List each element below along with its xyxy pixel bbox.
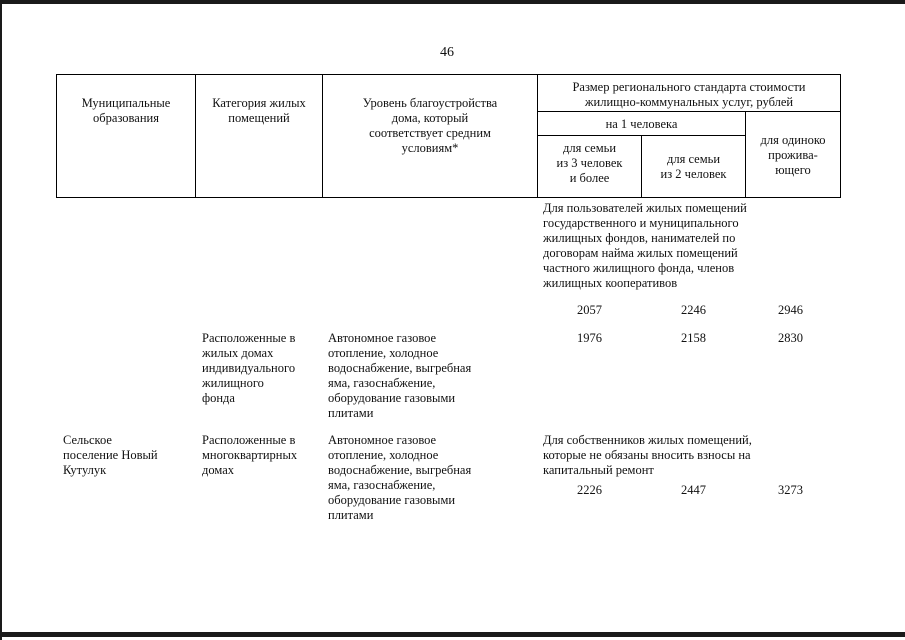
- row2-category: Расположенные в многоквартирных домах: [202, 433, 298, 477]
- header-municipalities: Муниципальные образования: [81, 96, 171, 125]
- page-number: 46: [440, 45, 454, 60]
- row0-value-family2: 2246: [681, 303, 706, 317]
- row1-category: Расположенные в жилых домах индивидуального жилищного фонда: [202, 331, 296, 405]
- scan-border-left: [0, 0, 2, 640]
- header-improvement-level: Уровень благоустройства дома, который соответствует средним условиям*: [362, 96, 498, 155]
- row2-municipality: Сельское поселение Новый Кутулук: [63, 433, 158, 477]
- header-per-person: на 1 человека: [605, 117, 678, 131]
- row1-value-family3: 1976: [577, 331, 602, 345]
- header-family-3plus: для семьи из 3 человек и более: [556, 141, 623, 185]
- row2-value-family2: 2447: [681, 483, 706, 497]
- row0-value-family3: 2057: [577, 303, 602, 317]
- header-regional-standard: Размер регионального стандарта стоимости жилищно-коммунальных услуг, рублей: [572, 80, 806, 109]
- scan-border-bottom: [0, 632, 905, 637]
- row1-value-family2: 2158: [681, 331, 706, 345]
- header-family-2: для семьи из 2 человек: [660, 152, 727, 181]
- scan-border-top: [0, 0, 905, 4]
- note-owners-no-capital-repair: Для собственников жилых помещений, которые не обязаны вносить взносы на капитальный ремонт: [543, 433, 752, 477]
- header-single-resident: для одиноко прожива- ющего: [760, 133, 826, 177]
- row2-improvement-level: Автономное газовое отопление, холодное водоснабжение, выгребная яма, газоснабжение, оборудование газовыми плитами: [328, 433, 472, 522]
- row0-value-single: 2946: [778, 303, 803, 317]
- row1-value-single: 2830: [778, 331, 803, 345]
- header-housing-category: Категория жилых помещений: [212, 96, 306, 125]
- row2-value-family3: 2226: [577, 483, 602, 497]
- note-tenants-users: Для пользователей жилых помещений государственного и муниципального жилищных фондов, нанимателей по договорам найма жилых помещений частного жилищного фонда, членов жилищных кооперативов: [543, 201, 747, 290]
- row2-value-single: 3273: [778, 483, 803, 497]
- row1-improvement-level: Автономное газовое отопление, холодное водоснабжение, выгребная яма, газоснабжение, оборудование газовыми плитами: [328, 331, 472, 420]
